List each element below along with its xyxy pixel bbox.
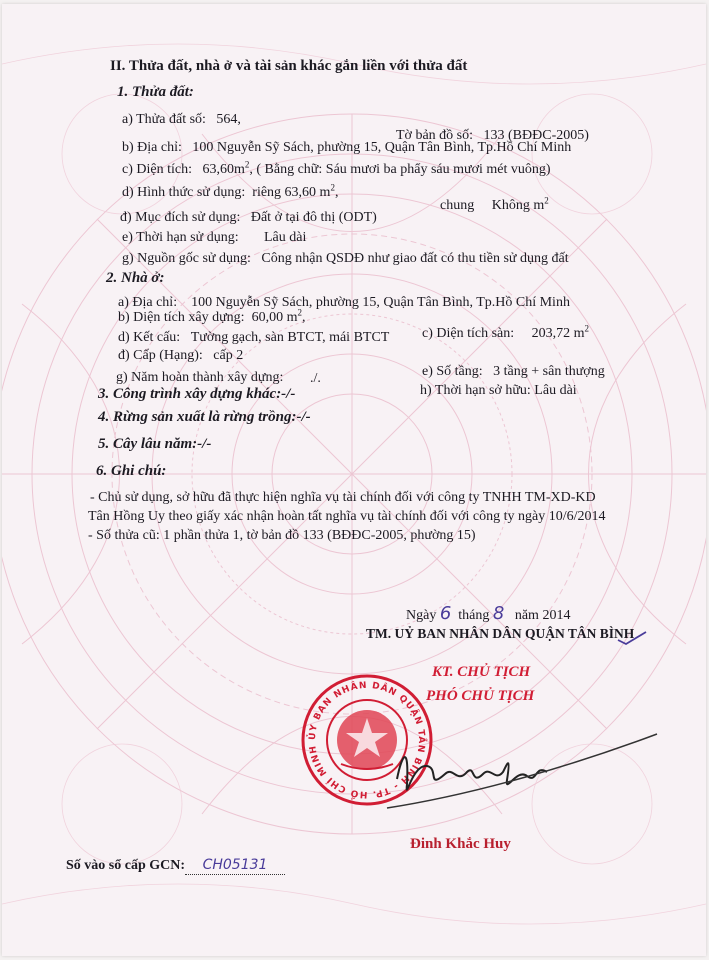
registry-value-field (185, 857, 285, 875)
floor-area-row (422, 323, 590, 342)
structure-label: d) Kết cấu: (118, 330, 181, 345)
origin-value: Công nhận QSDĐ như giao đất có thu tiền sử dụng đất (261, 251, 569, 266)
day-value: 6 (439, 603, 452, 624)
build-area-label: b) Diện tích xây dựng: (118, 310, 245, 325)
registry-value: CH05131 (202, 857, 268, 873)
land-area-label: c) Diện tích: (122, 162, 192, 177)
note-1-line-2: Tân Hồng Uy theo giấy xác nhận hoàn tất nghĩa vụ tài chính đối với công ty ngày 10/6/2014 (88, 509, 606, 524)
floors-value: 3 tầng + sân thượng (493, 364, 605, 379)
origin-row (122, 251, 569, 267)
house-address-label: a) Địa chỉ: (118, 295, 178, 310)
registry-label: Số vào sổ cấp GCN: (66, 858, 186, 873)
structure-row (118, 330, 389, 346)
land-area-sup: 2 (244, 159, 250, 170)
parcel-value: 564, (216, 112, 241, 127)
land-address-value: 100 Nguyễn Sỹ Sách, phường 15, Quận Tân Bình, Tp.Hồ Chí Minh (192, 140, 572, 155)
ownership-value: Lâu dài (534, 383, 577, 398)
year-text: năm 2014 (514, 608, 571, 623)
note-1-line-1: - Chủ sử dụng, sở hữu đã thực hiện nghĩa vụ tài chính đối với công ty TNHH TM-XD-KD (90, 490, 596, 505)
land-area-row (122, 159, 551, 178)
year-built-row (116, 370, 283, 386)
land-area-words: , ( Bằng chữ: Sáu mươi ba phẩy sáu mươi mét vuông) (249, 162, 551, 177)
term-value: Lâu dài (264, 230, 307, 245)
purpose-row (120, 210, 377, 226)
year-built-label: g) Năm hoàn thành xây dựng: (116, 370, 284, 385)
land-address-row (122, 140, 571, 156)
registry-row (66, 857, 285, 875)
floor-area-value: 203,72 m (531, 326, 585, 341)
perennial-trees: 5. Cây lâu năm:-/- (98, 436, 212, 452)
usage-private-sup: 2 (330, 182, 335, 193)
ownership-row (420, 383, 577, 399)
map-value: 133 (BĐĐC-2005) (483, 128, 589, 143)
purpose-value: Đất ở tại đô thị (ODT) (250, 210, 377, 225)
structure-value: Tường gạch, sàn BTCT, mái BTCT (190, 330, 390, 345)
kt-chairman: KT. CHỦ TỊCH (432, 664, 531, 680)
build-area-sup: 2 (297, 307, 302, 318)
usage-shared-sup: 2 (544, 195, 549, 206)
authority-title: TM. UỶ BAN NHÂN DÂN QUẬN TÂN BÌNH (366, 626, 635, 641)
build-area-row (118, 307, 306, 326)
section-title: II. Thửa đất, nhà ở và tài sản khác gắn liền với thửa đất (110, 58, 468, 74)
issue-date (406, 603, 571, 624)
production-forest: 4. Rừng sản xuất là rừng trồng:-/- (98, 409, 311, 425)
house-heading: 2. Nhà ở: (106, 270, 165, 286)
parcel-label: a) Thửa đất số: (122, 112, 206, 127)
signer-name: Đinh Khắc Huy (410, 836, 511, 852)
day-label: Ngày (406, 608, 437, 623)
usage-shared-row (440, 195, 549, 214)
usage-private-value: riêng 63,60 m (252, 185, 331, 200)
purpose-label: đ) Mục đích sử dụng: (120, 210, 241, 225)
grade-label: đ) Cấp (Hạng): (118, 348, 203, 363)
house-address-row (118, 295, 570, 311)
notes-heading: 6. Ghi chú: (96, 463, 167, 479)
term-row (122, 230, 239, 246)
floor-area-label: c) Diện tích sàn: (422, 326, 515, 341)
build-area-value: 60,00 m (251, 310, 298, 325)
term-label: e) Thời hạn sử dụng: (122, 230, 239, 245)
certificate-page (2, 4, 706, 956)
ownership-label: h) Thời hạn sở hữu: (420, 383, 531, 398)
usage-form-row (122, 182, 339, 201)
year-built-value: ./. (310, 371, 321, 386)
month-value: 8 (492, 603, 505, 624)
land-area-value: 63,60m (202, 162, 245, 177)
parcel-number-row (122, 112, 241, 128)
map-label: Tờ bản đồ số: (396, 128, 474, 143)
grade-value: cấp 2 (213, 348, 244, 363)
usage-shared-label: chung (440, 198, 475, 213)
other-construction: 3. Công trình xây dựng khác:-/- (98, 386, 296, 402)
build-area-tail: , (301, 310, 306, 325)
floor-area-sup: 2 (584, 323, 590, 334)
land-heading: 1. Thửa đất: (117, 84, 194, 100)
initial-tick-mark (616, 628, 650, 648)
usage-form-label: d) Hình thức sử dụng: (122, 185, 246, 200)
usage-shared-value: Không m (491, 198, 545, 213)
seal-text: ỦY BAN NHÂN DÂN QUẬN TÂN BÌNH - TP. HỒ CHÍ MINH (307, 680, 427, 800)
vice-chairman: PHÓ CHỦ TỊCH (426, 688, 535, 704)
origin-label: g) Nguồn gốc sử dụng: (122, 251, 251, 266)
note-2: - Số thửa cũ: 1 phần thửa 1, tờ bản đồ 133 (BĐĐC-2005, phường 15) (88, 528, 476, 543)
usage-private-tail: , (334, 185, 339, 200)
house-address-value: 100 Nguyễn Sỹ Sách, phường 15, Quận Tân Bình, Tp.Hồ Chí Minh (191, 295, 570, 310)
land-address-label: b) Địa chỉ: (122, 140, 182, 155)
month-label: tháng (458, 608, 490, 623)
floors-row (422, 364, 605, 380)
handwritten-signature (357, 724, 677, 834)
floors-label: e) Số tầng: (422, 364, 483, 379)
grade-row (118, 348, 243, 364)
